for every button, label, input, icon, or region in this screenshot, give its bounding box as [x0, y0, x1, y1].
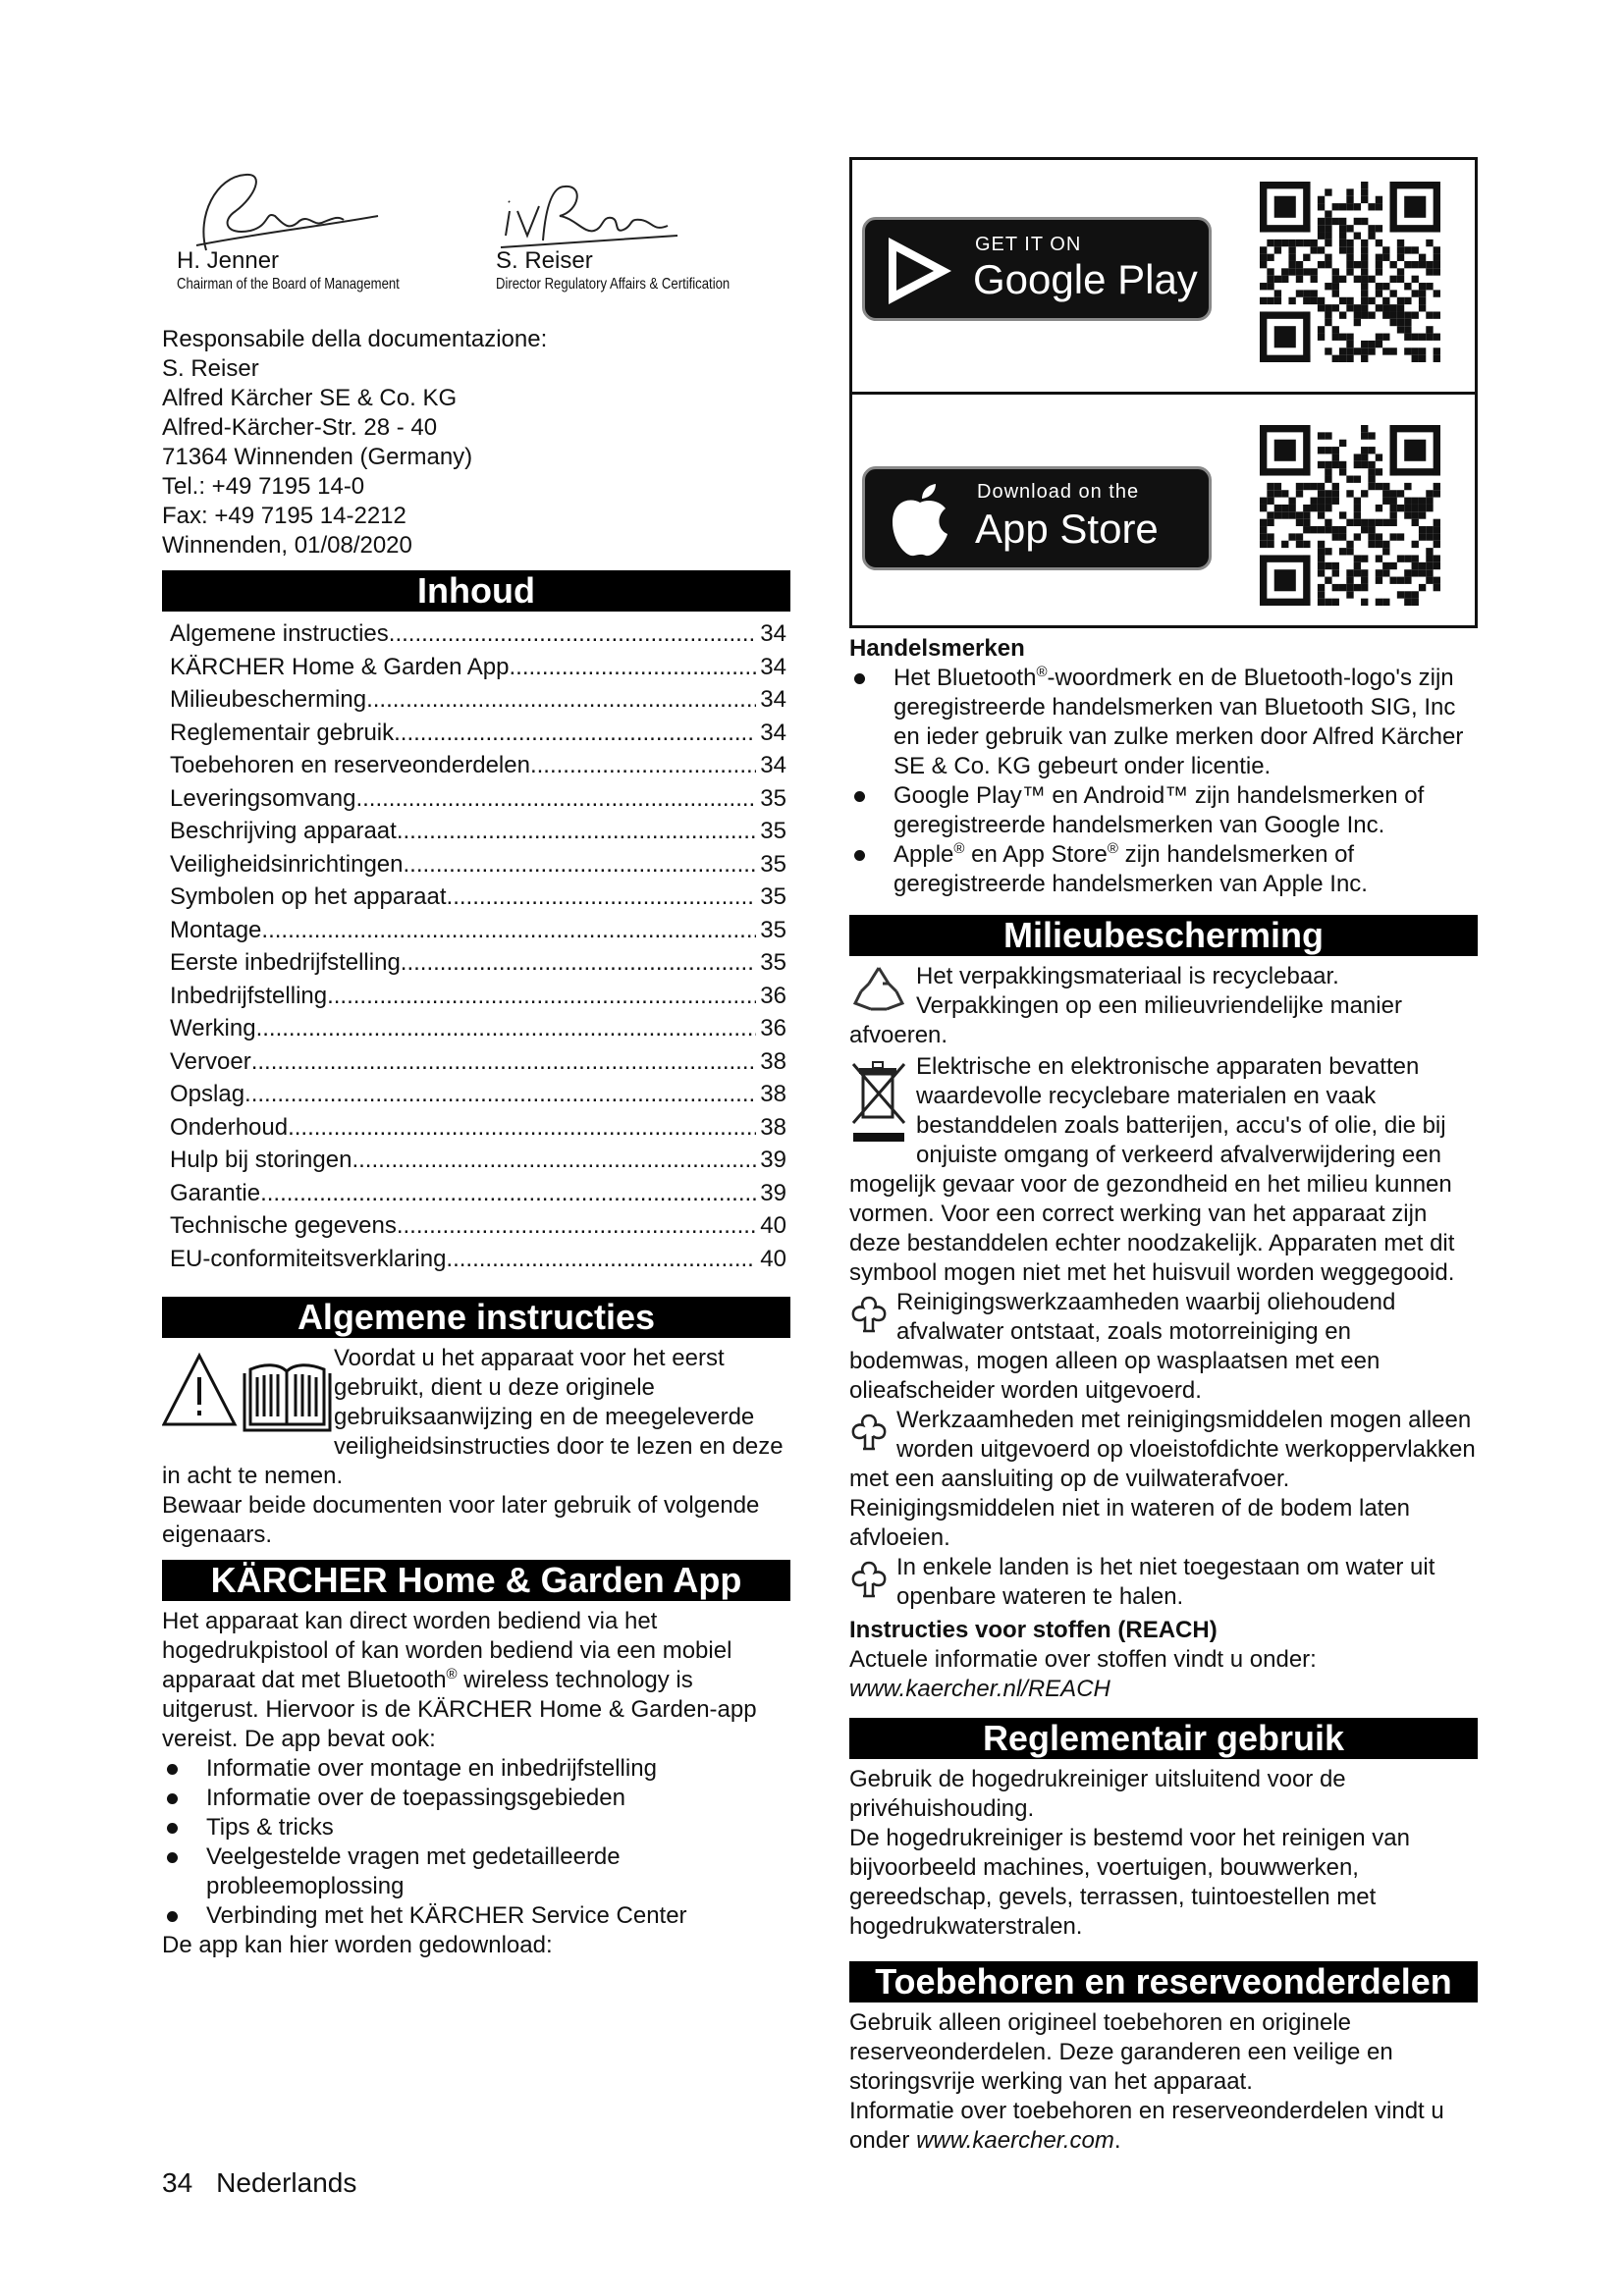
intended-use-p2: De hogedrukreiniger is bestemd voor het reinigen van bijvoorbeeld machines, voertuigen, bouwwerken, gereedschap, gevels, terrassen, tuintoestellen met hogedrukwaterstralen.	[849, 1825, 1410, 1940]
recycle-icon	[849, 962, 908, 1017]
toc-entry-page: 39	[760, 1179, 786, 1206]
accessories-p1: Gebruik alleen origineel toebehoren en originele reserveonderdelen. Deze garanderen een veilige en storingsvrije werking van het apparaat.	[849, 2009, 1393, 2095]
reg-mark: ®	[953, 840, 965, 857]
toc-entry[interactable]	[162, 717, 790, 750]
page-number: 34	[162, 2167, 193, 2198]
toc-entry-label: EU-conformiteitsverklaring	[170, 1245, 447, 1272]
app-store-badge[interactable]	[862, 466, 1212, 570]
toc-entry-label: KÄRCHER Home & Garden App	[170, 653, 510, 680]
water-text: In enkele landen is het niet toegestaan om water uit openbare wateren te halen.	[896, 1554, 1435, 1610]
toc-entry-page: 35	[760, 850, 786, 878]
trademark-bt-a: Het Bluetooth	[893, 665, 1037, 691]
app-store-small-text: Download on the	[977, 481, 1140, 503]
trademark-bt-b: -woordmerk en de Bluetooth-logo's zijn geregistreerde handelsmerken van Bluetooth SIG, Inc en ieder gebruik van zulke merken door Alfred Kärcher SE & Co. KG gebeurt onder licentie.	[893, 665, 1464, 779]
toc-entry[interactable]	[162, 848, 790, 881]
signature-reiser-role: Director Regulatory Affairs & Certification	[496, 276, 731, 293]
address-line: Alfred-Kärcher-Str. 28 - 40	[162, 414, 438, 441]
accessories-heading: Toebehoren en reserveonderdelen	[849, 1961, 1478, 2002]
toc-entry-page: 35	[760, 916, 786, 943]
app-intro	[162, 1607, 790, 1754]
general-section	[162, 1344, 790, 1550]
toc-entry-page: 39	[760, 1147, 786, 1173]
detergent-para	[849, 1406, 1478, 1553]
toc-entry-page: 35	[760, 818, 786, 844]
toc-entry[interactable]	[162, 782, 790, 816]
toc-leader-dots	[509, 651, 756, 684]
toc-entry[interactable]	[162, 1144, 790, 1177]
address-line: Winnenden, 01/08/2020	[162, 532, 412, 559]
reg-mark: ®	[1107, 840, 1118, 857]
toc-entry-label: Toebehoren en reserveonderdelen	[170, 752, 530, 778]
toc-entry-page: 40	[760, 1245, 786, 1272]
toc-leader-dots	[256, 1012, 757, 1045]
environment-tip-icon	[849, 1292, 889, 1337]
toc-entry[interactable]	[162, 815, 790, 848]
toc-leader-dots	[261, 914, 756, 947]
toc-leader-dots	[401, 946, 757, 980]
toc-entry-label: Hulp bij storingen	[170, 1147, 352, 1173]
trademark-apple-c: zijn handelsmerken of geregistreerde handelsmerken van Apple Inc.	[893, 841, 1368, 897]
toc-entry[interactable]	[162, 1111, 790, 1145]
right-column	[849, 157, 1478, 2156]
signature-reiser	[496, 157, 781, 294]
toc-entry-page: 34	[760, 620, 786, 647]
environment-tip-icon	[849, 1410, 889, 1455]
app-intro-b: wireless technology is uitgerust. Hiervoor is de KÄRCHER Home & Garden-app vereist. De app bevat ook:	[162, 1667, 757, 1752]
toc-entry-page: 38	[760, 1081, 786, 1107]
store-box-divider	[852, 392, 1475, 395]
address-line: Tel.: +49 7195 14-0	[162, 473, 365, 500]
toc-leader-dots	[288, 1111, 756, 1145]
toc-entry[interactable]	[162, 1209, 790, 1243]
reach-heading: Instructies voor stoffen (REACH)	[849, 1617, 1218, 1643]
app-store-box	[849, 157, 1478, 628]
toc-entry-label: Algemene instructies	[170, 620, 389, 647]
toc-entry-label: Leveringsomvang	[170, 784, 356, 812]
table-of-contents	[162, 617, 790, 1275]
signature-jenner	[177, 157, 449, 294]
toc-entry-label: Reglementair gebruik	[170, 719, 395, 746]
reach-link[interactable]: www.kaercher.nl/REACH	[849, 1676, 1110, 1702]
accessories-link[interactable]: www.kaercher.com	[916, 2127, 1114, 2154]
crossed-bin-icon	[849, 1056, 908, 1147]
general-intro: Voordat u het apparaat voor het eerst gebruikt, dient u deze originele gebruiksaanwijzing en de meegeleverde veiligheidsinstructies door te lezen en deze in acht te nemen.	[162, 1345, 784, 1489]
detergent-text: Werkzaamheden met reinigingsmiddelen mogen alleen worden uitgevoerd op vloeistofdichte werkoppervlakken met een aansluiting op de vuilwaterafvoer. Reinigingsmiddelen niet in wateren of de bodem laten afvloeien.	[849, 1407, 1476, 1551]
toc-entry[interactable]	[162, 683, 790, 717]
toc-entry-label: Opslag	[170, 1081, 245, 1107]
reg-mark: ®	[1036, 664, 1048, 680]
app-feature-list	[162, 1754, 790, 1931]
weee-text: Elektrische en elektronische apparaten bevatten waardevolle recyclebare materialen en vaak bestanddelen zoals batterijen, accu's of olie, die bij onjuiste omgang of verkeerd afvalverwijdering een mogelijk gevaar voor de gezondheid en het milieu kunnen vormen. Voor een correct werking van het apparaat zijn deze bestanddelen echter noodzakelijk. Apparaten met dit symbool mogen niet met het huisvuil worden weggegooid.	[849, 1053, 1455, 1286]
apple-icon	[887, 481, 953, 560]
toc-entry-label: Veiligheidsinrichtingen	[170, 850, 404, 878]
environment-heading: Milieubescherming	[849, 915, 1478, 956]
toc-leader-dots	[446, 1243, 756, 1276]
list-item	[849, 664, 1478, 781]
toc-entry-label: Technische gegevens	[170, 1212, 397, 1239]
toc-leader-dots	[397, 815, 756, 848]
recycle-text: Het verpakkingsmateriaal is recyclebaar. Verpakkingen op een milieuvriendelijke manier afvoeren.	[849, 963, 1402, 1048]
toc-entry[interactable]	[162, 1045, 790, 1079]
toc-entry-label: Onderhoud	[170, 1113, 289, 1141]
toc-entry-label: Werking	[170, 1015, 256, 1041]
signature-block	[162, 157, 790, 314]
address-line: Alfred Kärcher SE & Co. KG	[162, 385, 458, 411]
list-item: Informatie over montage en inbedrijfstelling	[162, 1754, 790, 1784]
toc-leader-dots	[389, 617, 757, 651]
toc-entry-page: 38	[760, 1113, 786, 1141]
google-play-small-text: GET IT ON	[975, 234, 1082, 255]
intended-use-p1: Gebruik de hogedrukreiniger uitsluitend voor de privéhuishouding.	[849, 1766, 1346, 1822]
toc-leader-dots	[530, 749, 756, 782]
app-store-qr-code[interactable]	[1260, 425, 1440, 606]
toc-leader-dots	[366, 683, 756, 717]
toc-entry[interactable]	[162, 749, 790, 782]
toc-entry-label: Beschrijving apparaat	[170, 818, 397, 844]
address-line: Responsabile della documentazione:	[162, 326, 548, 352]
toc-leader-dots	[251, 1045, 757, 1079]
toc-entry[interactable]	[162, 1177, 790, 1210]
trademark-apple-a: Apple	[893, 841, 954, 868]
toc-entry-label: Vervoer	[170, 1047, 251, 1075]
google-play-icon	[883, 234, 957, 308]
toc-entry-label: Milieubescherming	[170, 686, 367, 713]
toc-entry[interactable]	[162, 1012, 790, 1045]
list-item	[849, 840, 1478, 899]
toc-entry-page: 35	[760, 949, 786, 976]
toc-entry-label: Garantie	[170, 1179, 261, 1206]
oil-para	[849, 1288, 1478, 1406]
google-play-qr-code[interactable]	[1260, 182, 1440, 362]
general-keep: Bewaar beide documenten voor later gebruik of volgende eigenaars.	[162, 1492, 760, 1548]
toc-entry-label: Montage	[170, 916, 262, 943]
toc-entry-page: 34	[760, 653, 786, 680]
toc-entry-label: Inbedrijfstelling	[170, 982, 328, 1009]
list-item: Informatie over de toepassingsgebieden	[162, 1784, 790, 1813]
toc-entry-page: 35	[760, 883, 786, 910]
accessories-p2-text: Informatie over toebehoren en reserveonderdelen vindt u onder	[849, 2098, 1444, 2154]
address-line: S. Reiser	[162, 355, 259, 382]
list-item: Veelgestelde vragen met gedetailleerde probleemoplossing	[162, 1842, 790, 1901]
toc-entry-page: 36	[760, 982, 786, 1009]
toc-leader-dots	[397, 1209, 756, 1243]
toc-entry[interactable]	[162, 980, 790, 1013]
footer-language: Nederlands	[216, 2167, 357, 2198]
oil-text: Reinigingswerkzaamheden waarbij oliehoudend afvalwater ontstaat, zoals motorreiniging en bodemwas, mogen alleen op wasplaatsen met een olieafscheider worden uitgevoerd.	[849, 1289, 1396, 1404]
reach-text-label: Actuele informatie over stoffen vindt u onder:	[849, 1646, 1317, 1673]
toc-leader-dots	[244, 1078, 756, 1111]
accessories-p2-end: .	[1113, 2127, 1121, 2154]
intended-use-heading: Reglementair gebruik	[849, 1718, 1478, 1759]
app-store-big-text: App Store	[975, 506, 1159, 552]
environment-tip-icon	[849, 1557, 889, 1602]
toc-entry-page: 38	[760, 1047, 786, 1075]
signature-jenner-name: H. Jenner	[177, 247, 280, 274]
toc-leader-dots	[352, 1144, 756, 1177]
toc-leader-dots	[447, 881, 757, 914]
app-heading: KÄRCHER Home & Garden App	[162, 1560, 790, 1601]
toc-entry-page: 40	[760, 1212, 786, 1239]
toc-entry-page: 34	[760, 719, 786, 746]
toc-entry-label: Symbolen op het apparaat	[170, 883, 447, 910]
toc-entry-page: 34	[760, 686, 786, 713]
warning-manual-icon	[162, 1350, 334, 1434]
toc-leader-dots	[394, 717, 756, 750]
trademark-apple-b: en App Store	[964, 841, 1108, 868]
toc-entry[interactable]	[162, 617, 790, 651]
address-block	[162, 325, 790, 561]
toc-entry[interactable]	[162, 914, 790, 947]
page-footer	[162, 2167, 380, 2199]
reach-text	[849, 1645, 1478, 1704]
weee-para	[849, 1052, 1478, 1288]
reg-mark: ®	[446, 1666, 458, 1682]
toc-entry[interactable]	[162, 651, 790, 684]
google-play-badge[interactable]	[862, 217, 1212, 321]
toc-leader-dots	[260, 1177, 756, 1210]
toc-entry[interactable]	[162, 946, 790, 980]
signature-reiser-name: S. Reiser	[496, 247, 593, 274]
toc-entry[interactable]	[162, 1078, 790, 1111]
app-download-text: De app kan hier worden gedownload:	[162, 1932, 553, 1958]
list-item: Verbinding met het KÄRCHER Service Center	[162, 1901, 790, 1931]
trademarks-heading: Handelsmerken	[849, 635, 1025, 662]
app-intro-a: Het apparaat kan direct worden bediend via het hogedrukpistool of kan worden bediend via een mobiel apparaat dat met Bluetooth	[162, 1608, 732, 1693]
general-heading: Algemene instructies	[162, 1297, 790, 1338]
trademarks-list	[849, 664, 1478, 899]
toc-entry[interactable]	[162, 1243, 790, 1276]
toc-heading: Inhoud	[162, 570, 790, 612]
toc-entry-page: 36	[760, 1015, 786, 1041]
toc-leader-dots	[355, 782, 756, 816]
toc-entry-page: 35	[760, 784, 786, 812]
accessories-p2	[849, 2097, 1478, 2156]
address-line: Fax: +49 7195 14-2212	[162, 503, 406, 529]
google-play-big-text: Google Play	[973, 256, 1198, 302]
toc-leader-dots	[327, 980, 756, 1013]
left-column	[162, 157, 790, 1960]
water-para	[849, 1553, 1478, 1612]
address-line: 71364 Winnenden (Germany)	[162, 444, 473, 470]
toc-entry-label: Eerste inbedrijfstelling	[170, 949, 401, 976]
list-item: Google Play™ en Android™ zijn handelsmerken of geregistreerde handelsmerken van Google Inc.	[849, 781, 1478, 840]
recycle-para	[849, 962, 1478, 1050]
signature-jenner-role: Chairman of the Board of Management	[177, 276, 400, 293]
toc-entry[interactable]	[162, 881, 790, 914]
list-item: Tips & tricks	[162, 1813, 790, 1842]
toc-entry-page: 34	[760, 752, 786, 778]
toc-leader-dots	[404, 848, 757, 881]
